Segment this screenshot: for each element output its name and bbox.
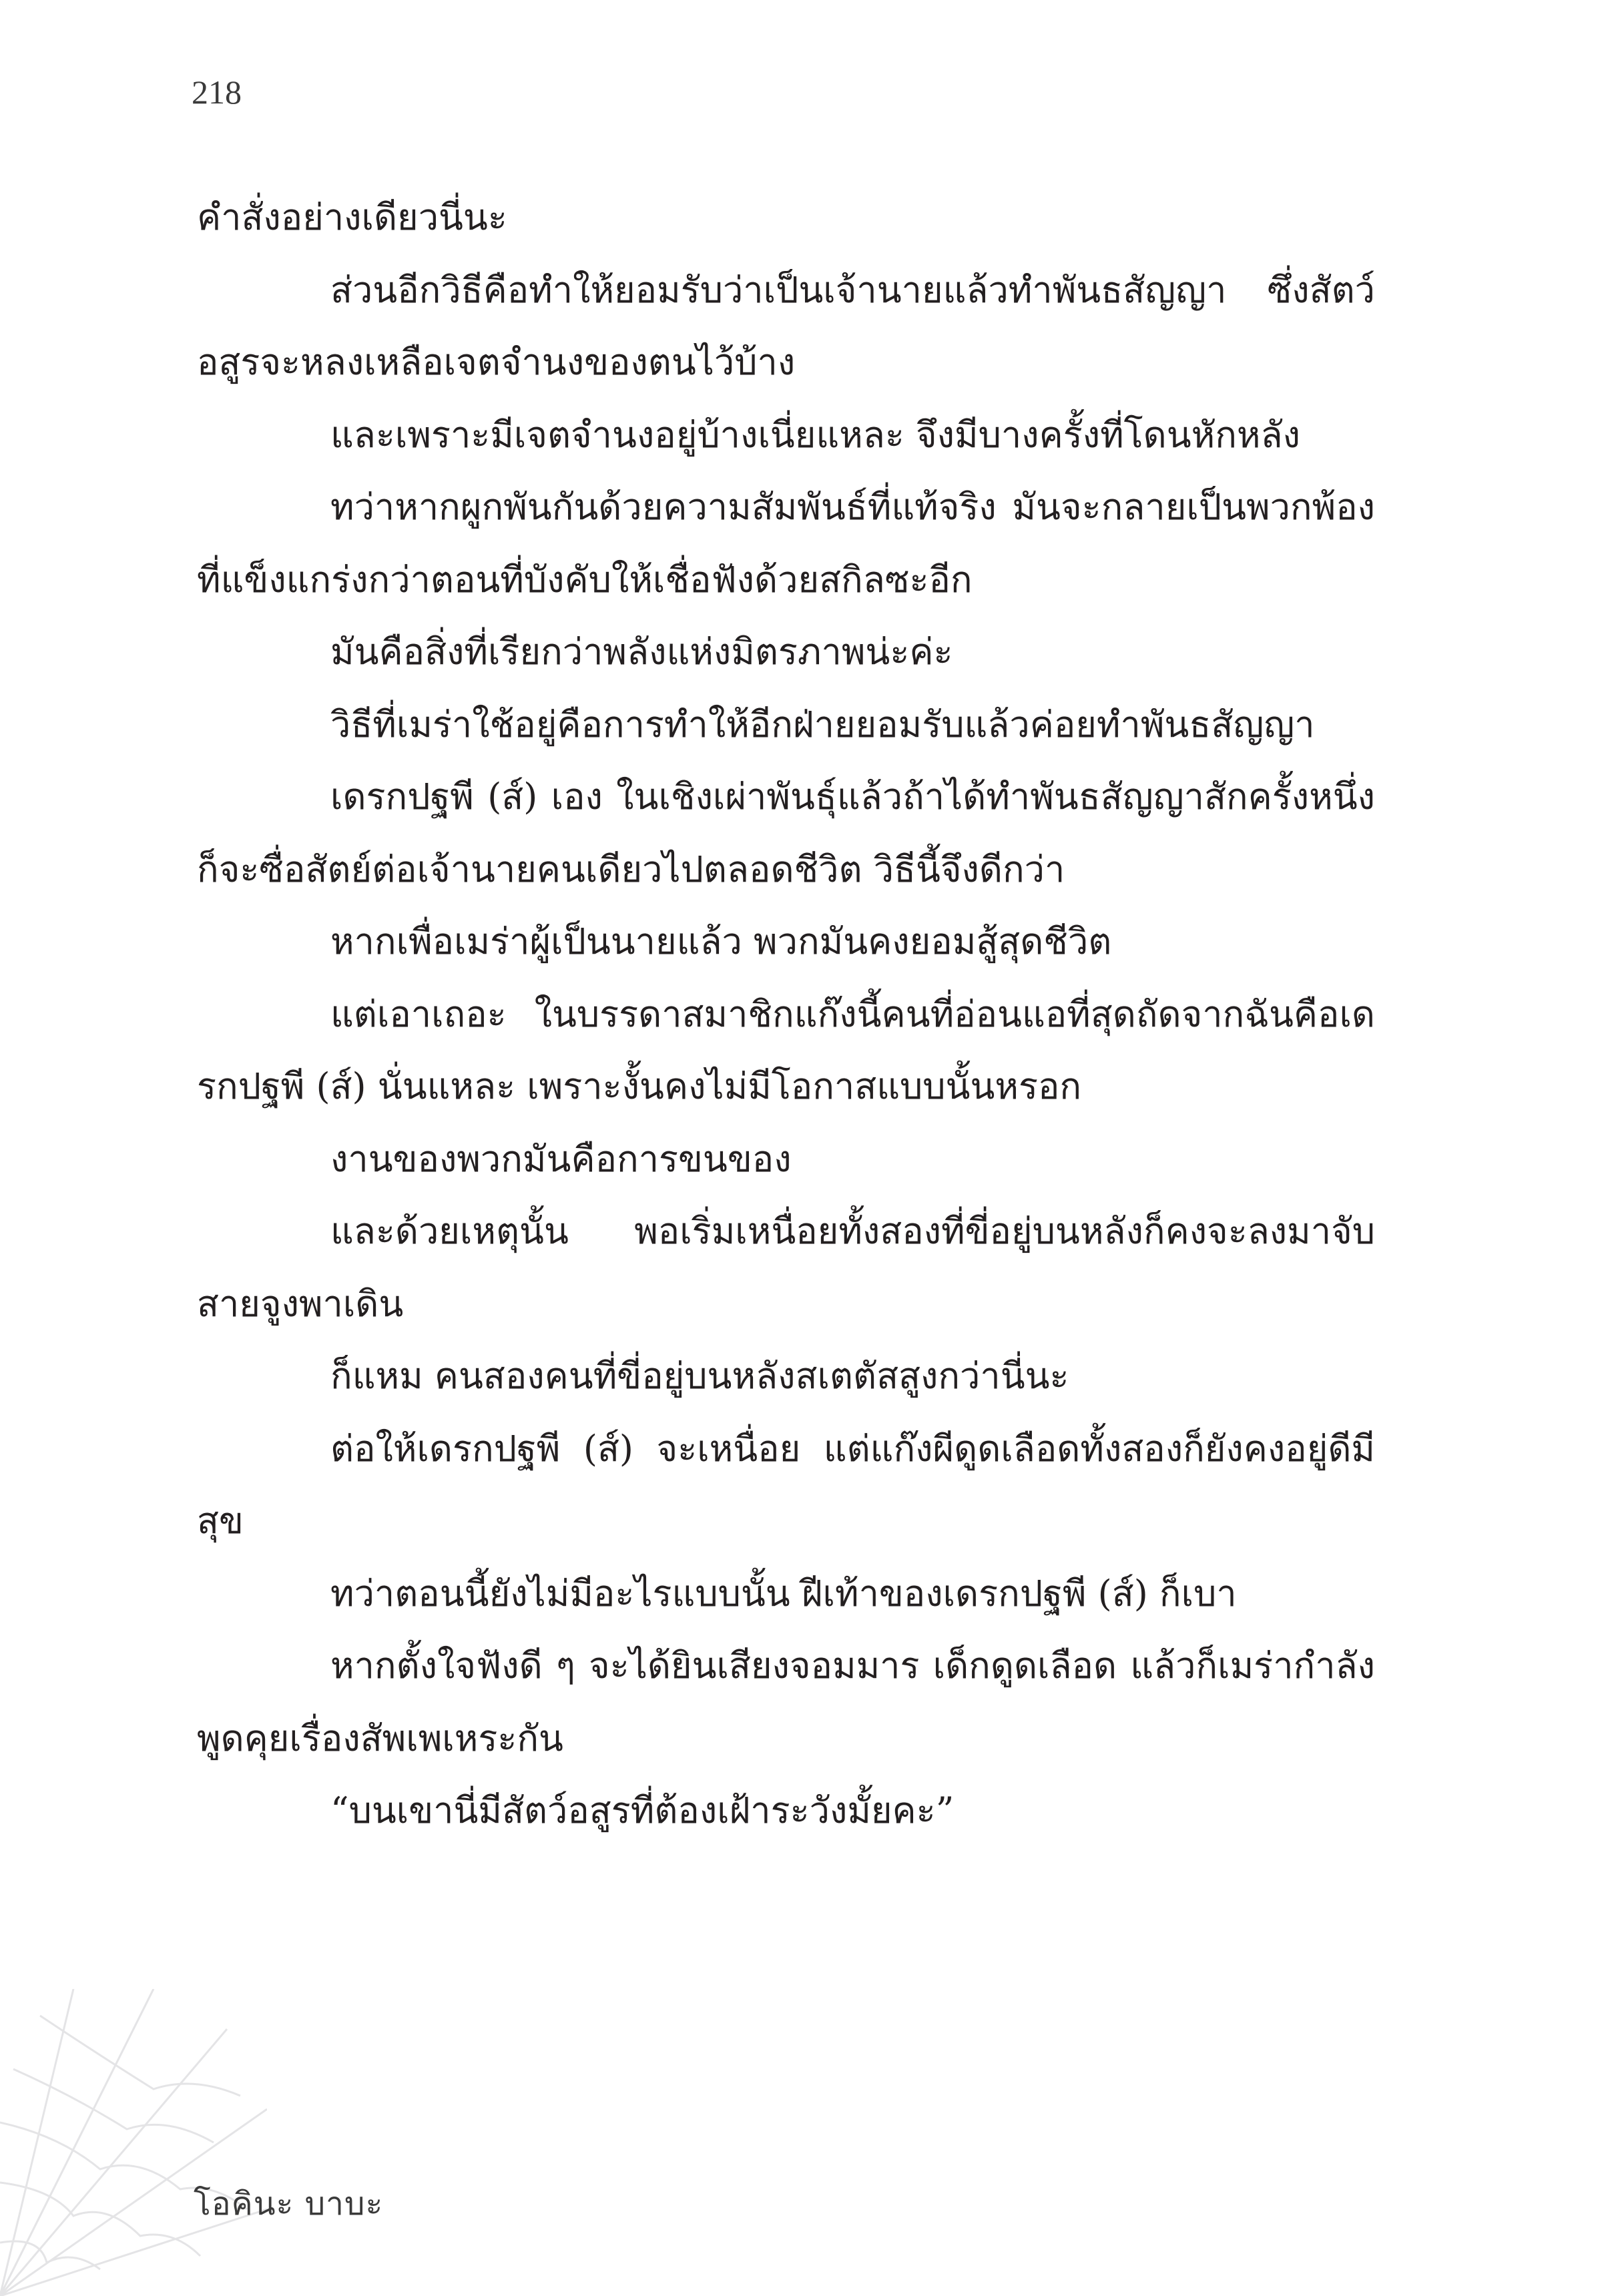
paragraph-11: และด้วยเหตุนั้น พอเริ่มเหนื่อยทั้งสองที่ขี่อยู่บนหลังก็คงจะลงมาจับสายจูงพาเดิน [197, 1210, 1375, 1325]
paragraph-15: หากตั้งใจฟังดี ๆ จะได้ยินเสียงจอมมาร เด็กดูดเลือด แล้วก็เมร่ากำลังพูดคุยเรื่องสัพเพเหระกัน [197, 1645, 1375, 1759]
paragraph-5: มันคือสิ่งที่เรียกว่าพลังแห่งมิตรภาพน่ะค่ะ [330, 631, 953, 673]
paragraph-9: แต่เอาเถอะ ในบรรดาสมาชิกแก๊งนี้คนที่อ่อนแอที่สุดถัดจากฉันคือเดรกปฐพี (ส์) นั่นแหละ เพราะงั้นคงไม่มีโอกาสแบบนั้นหรอก [197, 992, 1375, 1107]
paragraph-7: เดรกปฐพี (ส์) เอง ในเชิงเผ่าพันธุ์แล้วถ้าได้ทำพันธสัญญาสักครั้งหนึ่งก็จะซื่อสัตย์ต่อเจ้านายคนเดียวไปตลอดชีวิต วิธีนี้จึงดีกว่า [197, 776, 1375, 890]
paragraph-6: วิธีที่เมร่าใช้อยู่คือการทำให้อีกฝ่ายยอมรับแล้วค่อยทำพันธสัญญา [330, 703, 1315, 746]
paragraph-10: งานของพวกมันคือการขนของ [330, 1137, 792, 1180]
footer-book-title: โอคินะ บาบะ [194, 2185, 384, 2223]
paragraph-13: ต่อให้เดรกปฐพี (ส์) จะเหนื่อย แต่แก๊งผีดูดเลือดทั้งสองก็ยังคงอยู่ดีมีสุข [197, 1427, 1375, 1542]
body-text [197, 182, 1375, 1847]
paragraph-1: คำสั่งอย่างเดียวนี่นะ [197, 196, 507, 238]
spider-web-decoration [0, 1989, 267, 2296]
paragraph-2: ส่วนอีกวิธีคือทำให้ยอมรับว่าเป็นเจ้านายแล้วทำพันธสัญญา ซึ่งสัตว์อสูรจะหลงเหลือเจตจำนงของตนไว้บ้าง [197, 268, 1375, 383]
paragraph-8: หากเพื่อเมร่าผู้เป็นนายแล้ว พวกมันคงยอมสู้สุดชีวิต [330, 920, 1112, 962]
paragraph-12: ก็แหม คนสองคนที่ขี่อยู่บนหลังสเตตัสสูงกว่านี่นะ [330, 1355, 1069, 1397]
paragraph-4: ทว่าหากผูกพันกันด้วยความสัมพันธ์ที่แท้จริง มันจะกลายเป็นพวกพ้องที่แข็งแกร่งกว่าตอนที่บังคับให้เชื่อฟังด้วยสกิลซะอีก [197, 486, 1375, 601]
paragraph-3: และเพราะมีเจตจำนงอยู่บ้างเนี่ยแหละ จึงมีบางครั้งที่โดนหักหลัง [330, 413, 1300, 456]
page-number: 218 [192, 73, 242, 111]
paragraph-16: “บนเขานี่มีสัตว์อสูรที่ต้องเฝ้าระวังมั้ยคะ” [330, 1789, 955, 1831]
paragraph-14: ทว่าตอนนี้ยังไม่มีอะไรแบบนั้น ฝีเท้าของเดรกปฐพี (ส์) ก็เบา [330, 1572, 1237, 1615]
